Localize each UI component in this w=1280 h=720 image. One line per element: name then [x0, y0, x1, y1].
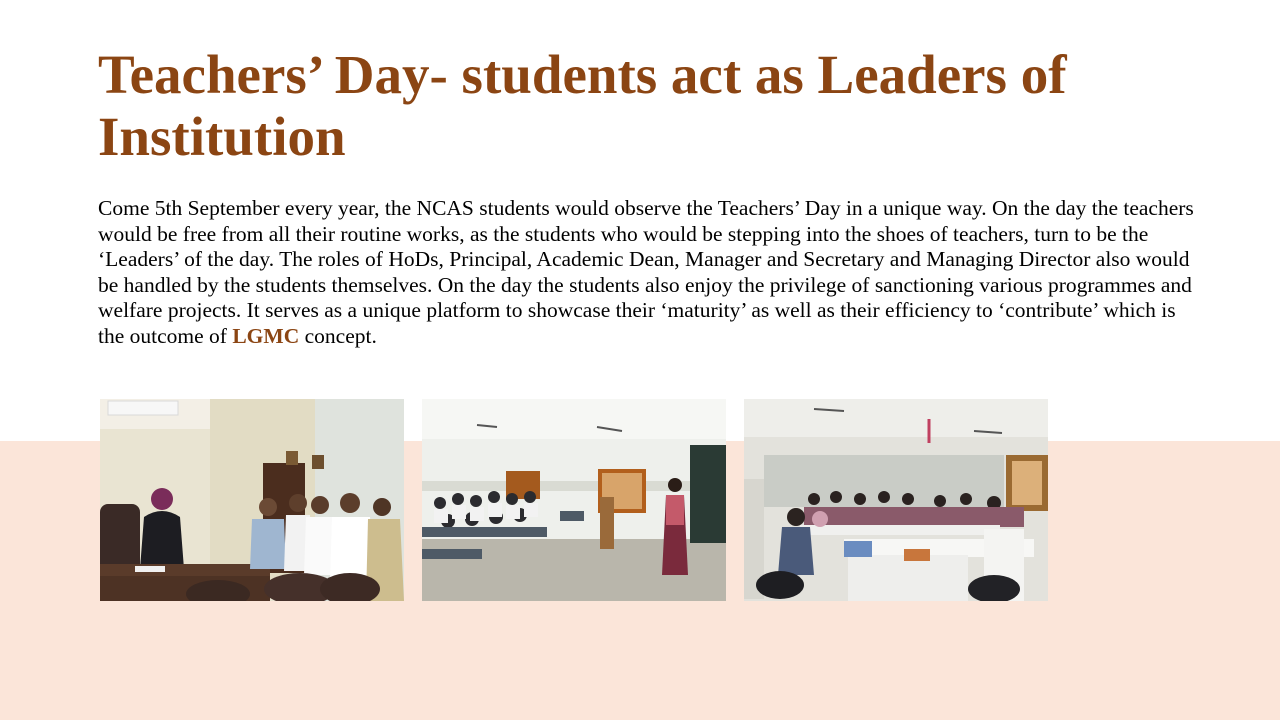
- photo-computer-lab: [744, 399, 1048, 601]
- classroom-image: [422, 399, 726, 601]
- lgmc-highlight: LGMC: [232, 323, 300, 348]
- slide-title: Teachers’ Day- students act as Leaders of Institution: [98, 44, 1067, 167]
- photo-classroom: [422, 399, 726, 601]
- computer-lab-image: [744, 399, 1048, 601]
- slide-body-text: [98, 196, 1198, 350]
- office-meeting-image: [100, 399, 404, 601]
- photo-office-meeting: [100, 399, 404, 601]
- body-text-end: concept.: [299, 323, 377, 348]
- body-text-main: Come 5th September every year, the NCAS students would observe the Teachers’ Day in a unique way. On the day the teachers would be free from all their routine works, as the students who would be stepping into the shoes of teachers, turn to be the ‘Leaders’ of the day. The roles of HoDs, Principal, Academic Dean, Manager and Secretary and Managing Director also would be handled by the students themselves. On the day the students also enjoy the privilege of sanctioning various programmes and welfare projects. It serves as a unique platform to showcase their ‘maturity’ as well as their efficiency to ‘contribute’ which is the outcome of: [98, 196, 1194, 348]
